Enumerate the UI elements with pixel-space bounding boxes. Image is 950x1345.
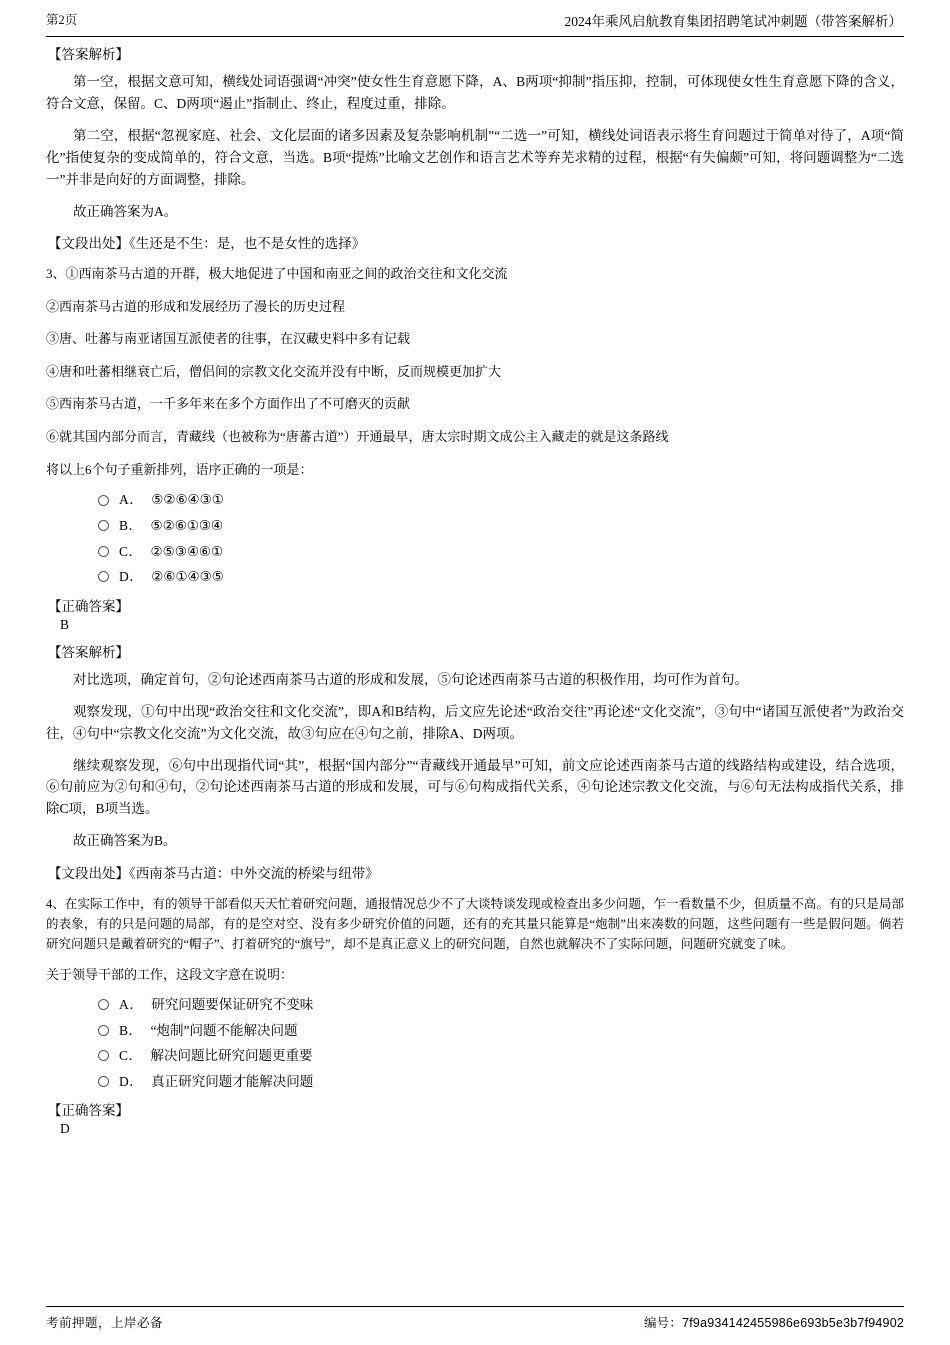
option-text: “炮制”问题不能解决问题: [150, 1022, 298, 1038]
option-text: 研究问题要保证研究不变味: [151, 997, 314, 1013]
radio-icon[interactable]: [98, 546, 109, 557]
option-text: 真正研究问题才能解决问题: [151, 1073, 314, 1089]
question-4-options: [46, 995, 904, 1091]
option-b[interactable]: [98, 1021, 904, 1041]
answer-value-3: B: [60, 616, 70, 632]
analysis-3-paragraph-2: 观察发现，①句中出现“政治交往和文化交流”，即A和B结构，后文应先论述“政治交往”再论述“文化交流”，③句中“诸国互派使者”为政治交往，④句中“宗教文化交流”为文化交流，故③句应在④句之前，排除A、D两项。: [46, 703, 904, 741]
analysis-paragraph-2: 第二空，根据“忽视家庭、社会、文化层面的诸多因素及复杂影响机制”“二选一”可知，横线处词语表示将生育问题过于简单对待了，A项“简化”指使复杂的变成简单的，符合文意，当选。B项“提炼”比喻文艺创作和语言艺术等弃芜求精的过程，根据“有失偏颇”可知，将问题调整为“二选一”并非是向好的方面调整，排除。: [46, 127, 904, 187]
radio-icon[interactable]: [98, 1076, 109, 1087]
option-c[interactable]: [98, 1046, 904, 1066]
source-line-1: 【文段出处】《生还是不生：是，也不是女性的选择》: [48, 236, 366, 252]
option-d[interactable]: [98, 1072, 904, 1092]
question-3-item: ④唐和吐蕃相继衰亡后，僧侣间的宗教文化交流并没有中断，反而规模更加扩大: [46, 363, 502, 379]
header-divider: [46, 36, 904, 37]
option-letter: B．: [119, 1022, 143, 1038]
option-letter: D．: [119, 569, 144, 585]
option-text: 解决问题比研究问题更重要: [150, 1048, 313, 1064]
footer-divider: [46, 1306, 904, 1307]
footer-row: [46, 1313, 904, 1331]
document-title: 2024年乘风启航教育集团招聘笔试冲刺题（带答案解析）: [564, 14, 902, 29]
question-3-item: 3、①西南茶马古道的开群，极大地促进了中国和南亚之间的政治交往和文化交流: [46, 266, 508, 282]
radio-icon[interactable]: [98, 571, 109, 582]
option-letter: C．: [119, 543, 143, 559]
option-d[interactable]: [98, 567, 904, 587]
option-a[interactable]: [98, 490, 904, 510]
page-footer: [46, 1306, 904, 1331]
page-header: [46, 10, 904, 34]
answer-value-4: D: [60, 1121, 70, 1137]
radio-icon[interactable]: [98, 520, 109, 531]
option-letter: D．: [119, 1073, 144, 1089]
option-text: ②⑥①④③⑤: [151, 569, 224, 585]
question-4-stem: 关于领导干部的工作，这段文字意在说明：: [46, 966, 294, 982]
radio-icon[interactable]: [98, 999, 109, 1010]
analysis-paragraph-1: 第一空，根据文意可知，横线处词语强调“冲突”使女性生育意愿下降，A、B两项“抑制”指压抑，控制，可体现使女性生育意愿下降的含义，符合文意，保留。C、D两项“遏止”指制止、终止，程度过重，排除。: [46, 74, 904, 112]
source-line-3: 【文段出处】《西南茶马古道：中外交流的桥梁与纽带》: [48, 865, 379, 881]
radio-icon[interactable]: [98, 1025, 109, 1036]
option-letter: A．: [119, 492, 144, 508]
footer-code-label: 编号：: [643, 1316, 683, 1330]
page-number: 第2页: [46, 13, 78, 27]
question-3-stem: 将以上6个句子重新排列，语序正确的一项是：: [46, 462, 313, 478]
question-3-item: ③唐、吐蕃与南亚诸国互派使者的往事，在汉藏史料中多有记载: [46, 331, 411, 347]
option-a[interactable]: [98, 995, 904, 1015]
answer-label-4: 【正确答案】: [48, 1103, 129, 1119]
analysis-3-paragraph-1: 对比选项，确定首句，②句论述西南茶马古道的形成和发展，⑤句论述西南茶马古道的积极作用，均可作为首句。: [73, 671, 748, 687]
option-text: ⑤②⑥④③①: [151, 492, 224, 508]
footer-code: [644, 1313, 904, 1331]
radio-icon[interactable]: [98, 495, 109, 506]
answer-label-3: 【正确答案】: [48, 598, 129, 614]
footer-slogan: 考前押题，上岸必备: [46, 1316, 164, 1330]
analysis-label-1: 【答案解析】: [48, 47, 129, 62]
analysis-paragraph-3: 故正确答案为A。: [73, 203, 178, 219]
question-3-item: ⑥就其国内部分而言，青藏线（也被称为“唐蕃古道”）开通最早，唐太宗时期文成公主入藏走的就是这条路线: [46, 428, 669, 444]
question-3-item: ②西南茶马古道的形成和发展经历了漫长的历史过程: [46, 298, 346, 314]
radio-icon[interactable]: [98, 1050, 109, 1061]
option-text: ②⑤③④⑥①: [150, 543, 224, 559]
question-3-item: ⑤西南茶马古道，一千多年来在多个方面作出了不可磨灭的贡献: [46, 396, 411, 412]
option-letter: A．: [119, 997, 144, 1013]
option-letter: C．: [119, 1048, 143, 1064]
analysis-3-paragraph-4: 故正确答案为B。: [73, 833, 177, 849]
analysis-3-paragraph-3: 继续观察发现，⑥句中出现指代词“其”，根据“国内部分”“青藏线开通最早”可知，前文应论述西南茶马古道的线路结构或建设，结合选项，⑥句前应为②句和④句，②句论述西南茶马古道的形成和发展，可与⑥句构成指代关系，④句论述宗教文化交流，与⑥句无法构成指代关系，排除C项，B项当选。: [46, 757, 904, 817]
question-4-text: 4、在实际工作中，有的领导干部看似天天忙着研究问题，通报情况总少不了大谈特谈发现或检查出多少问题，乍一看数量不少，但质量不高。有的只是局部的表象，有的只是问题的局部，有的是空对空、没有多少研究价值的问题，还有的充其量只能算是“炮制”出来凑数的问题，这些问题有一些是假问题。倘若研究问题只是戴着研究的“帽子”、打着研究的“旗号”，却不是真正意义上的研究问题，自然也就解决不了实际问题，问题研究就变了味。: [46, 896, 904, 951]
analysis-label-3: 【答案解析】: [48, 644, 129, 660]
question-3-options: [46, 490, 904, 586]
option-b[interactable]: [98, 516, 904, 536]
option-text: ⑤②⑥①③④: [150, 518, 224, 534]
option-c[interactable]: [98, 542, 904, 562]
footer-code-value: 7f9a934142455986e693b5e3b7f94902: [682, 1316, 904, 1330]
option-letter: B．: [119, 518, 143, 534]
